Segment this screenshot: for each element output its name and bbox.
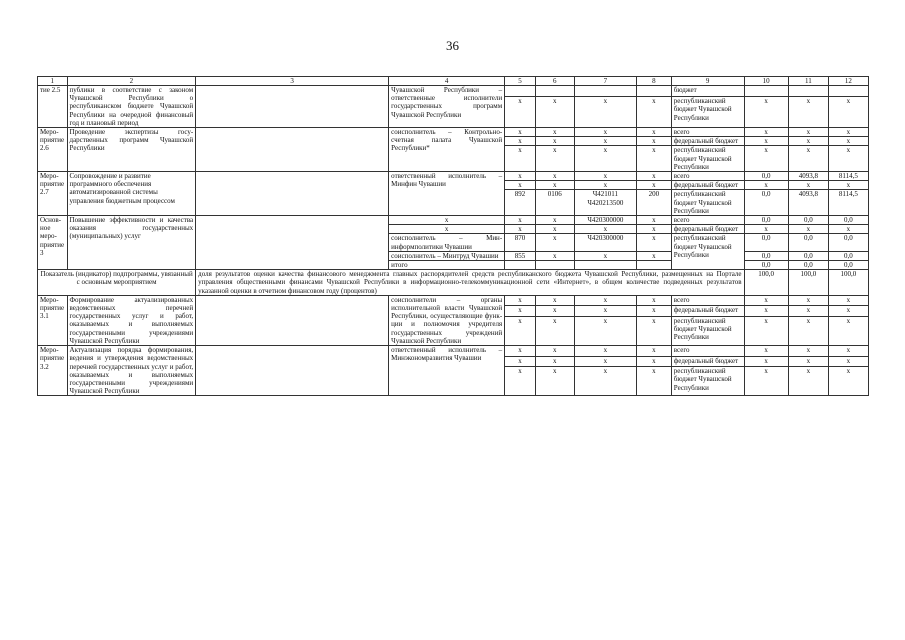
- amount: [828, 86, 868, 97]
- header-cell: 9: [671, 77, 744, 86]
- budget-code: Ч421011 Ч420213500: [574, 190, 636, 216]
- amount: x: [744, 128, 788, 137]
- amount: 0,0: [788, 234, 828, 251]
- amount: x: [744, 295, 788, 306]
- funding-source: всего: [671, 216, 744, 225]
- budget-code: x: [574, 146, 636, 172]
- budget-code: x: [636, 251, 671, 260]
- table-row: [38, 172, 869, 181]
- amount: x: [828, 181, 868, 190]
- amount: x: [788, 97, 828, 128]
- item-executor: ответственный исполнитель – Минэкономразвития Чувашии: [389, 346, 505, 396]
- amount: x: [828, 306, 868, 317]
- indicator-value: 100,0: [788, 270, 828, 296]
- item-title: Актуализация порядка формирования, ведения и утверждения ведомственных перечней государственных услуг и работ, оказываемых и выполняемых государственными учреждениями Чувашской Республики: [67, 346, 196, 396]
- budget-code: x: [505, 137, 536, 146]
- table-row: [38, 216, 869, 225]
- indicator-value: 100,0: [744, 270, 788, 296]
- amount: x: [788, 346, 828, 357]
- budget-code: x: [535, 225, 574, 234]
- amount: 4093,8: [788, 172, 828, 181]
- budget-code: x: [636, 172, 671, 181]
- budget-code: 870: [505, 234, 536, 251]
- budget-code: x: [505, 172, 536, 181]
- budget-code: x: [636, 295, 671, 306]
- amount: 0,0: [744, 251, 788, 260]
- funding-source: бюджет: [671, 86, 744, 97]
- amount: 0,0: [788, 261, 828, 270]
- page-number: 36: [446, 38, 459, 53]
- item-code: Основное мероприятие 3: [38, 216, 68, 270]
- budget-code: x: [574, 316, 636, 345]
- amount: x: [828, 346, 868, 357]
- amount: 0,0: [744, 234, 788, 251]
- budget-code: [636, 86, 671, 97]
- amount: 0,0: [828, 234, 868, 251]
- amount: 0,0: [744, 172, 788, 181]
- budget-code: 855: [505, 251, 536, 260]
- budget-code: x: [636, 306, 671, 317]
- budget-code: x: [505, 295, 536, 306]
- budget-code: x: [535, 251, 574, 260]
- budget-code: x: [636, 137, 671, 146]
- budget-code: [535, 86, 574, 97]
- budget-code: x: [636, 234, 671, 251]
- header-cell: 11: [788, 77, 828, 86]
- header-cell: 2: [67, 77, 196, 86]
- indicator-text: доля результатов оценки качества финансового менеджмента главных распорядителей средств республиканского бюджета Чувашской Республики, размещенных на Портале управления общественными финансами Чувашской Республики в информационно-телекоммуникационной сети «Интернет», в общем количестве подведенных результатов указанной оценки в отчетном финансовом году (процентов): [196, 270, 744, 296]
- funding-source: федеральный бюджет: [671, 137, 744, 146]
- budget-code: [636, 261, 671, 270]
- budget-code: x: [535, 172, 574, 181]
- amount: 0,0: [828, 251, 868, 260]
- item-executor: x: [389, 216, 505, 225]
- budget-code: x: [535, 316, 574, 345]
- amount: x: [788, 295, 828, 306]
- amount: x: [788, 356, 828, 367]
- item-code: Мероприятие 3.1: [38, 295, 68, 345]
- funding-source: федеральный бюджет: [671, 181, 744, 190]
- budget-code: x: [505, 225, 536, 234]
- header-cell: 7: [574, 77, 636, 86]
- item-executor: ответственный исполнитель – Минфин Чувашии: [389, 172, 505, 216]
- header-row: [38, 77, 869, 86]
- amount: x: [788, 316, 828, 345]
- amount: 0,0: [788, 251, 828, 260]
- item-indicator: [196, 216, 389, 270]
- amount: x: [828, 146, 868, 172]
- budget-code: x: [535, 356, 574, 367]
- amount: 0,0: [744, 190, 788, 216]
- budget-code: x: [505, 316, 536, 345]
- amount: x: [744, 346, 788, 357]
- item-title: Проведение экспертизы государственных программ Чувашской Республики: [67, 128, 196, 172]
- amount: 0,0: [828, 261, 868, 270]
- amount: x: [744, 225, 788, 234]
- budget-code: x: [574, 295, 636, 306]
- budget-code: x: [535, 367, 574, 396]
- amount: 0,0: [744, 216, 788, 225]
- budget-code: x: [505, 128, 536, 137]
- budget-code: x: [636, 225, 671, 234]
- item-executor: соисполнитель – Контрольно-счетная палата Чувашской Республики*: [389, 128, 505, 172]
- budget-code: x: [535, 346, 574, 357]
- budget-code: x: [535, 146, 574, 172]
- budget-code: [505, 86, 536, 97]
- budget-code: x: [535, 137, 574, 146]
- funding-source: республиканский бюджет Чувашской Республики: [671, 367, 744, 396]
- item-title: публики в соответствие с законом Чувашской Республики о республиканском бюджете Чувашской Республики на очередной финансовый год и плановый период: [67, 86, 196, 128]
- amount: x: [788, 181, 828, 190]
- table-row: [38, 128, 869, 137]
- amount: [788, 86, 828, 97]
- budget-table: [37, 76, 869, 396]
- amount: x: [788, 225, 828, 234]
- indicator-row: [38, 270, 869, 296]
- budget-code: [574, 86, 636, 97]
- amount: 4093,8: [788, 190, 828, 216]
- budget-code: [505, 261, 536, 270]
- item-indicator: [196, 86, 389, 128]
- header-cell: 12: [828, 77, 868, 86]
- funding-source: республиканский бюджет Чувашской Республики: [671, 146, 744, 172]
- budget-code: x: [636, 367, 671, 396]
- item-code: тие 2.5: [38, 86, 68, 128]
- item-title: Сопровождение и развитие программного обеспечения автоматизированной системы управления бюджетным процессом: [67, 172, 196, 216]
- amount: x: [744, 356, 788, 367]
- item-code: Мероприятие 2.6: [38, 128, 68, 172]
- budget-code: Ч420300000: [574, 216, 636, 225]
- budget-code: x: [636, 181, 671, 190]
- budget-code: x: [535, 97, 574, 128]
- budget-code: x: [636, 316, 671, 345]
- budget-code: x: [574, 251, 636, 260]
- funding-source: всего: [671, 128, 744, 137]
- budget-code: Ч420300000: [574, 234, 636, 251]
- amount: [744, 86, 788, 97]
- header-cell: 1: [38, 77, 68, 86]
- budget-code: 892: [505, 190, 536, 216]
- amount: x: [828, 356, 868, 367]
- amount: 0,0: [788, 216, 828, 225]
- amount: x: [788, 146, 828, 172]
- item-indicator: [196, 346, 389, 396]
- amount: x: [744, 367, 788, 396]
- funding-source: всего: [671, 295, 744, 306]
- funding-source: республиканский бюджет Чувашской Республики: [671, 97, 744, 128]
- budget-code: x: [505, 306, 536, 317]
- budget-code: x: [505, 181, 536, 190]
- budget-code: x: [574, 225, 636, 234]
- indicator-value: 100,0: [828, 270, 868, 296]
- header-cell: 5: [505, 77, 536, 86]
- item-indicator: [196, 295, 389, 345]
- amount: x: [744, 97, 788, 128]
- budget-code: x: [636, 97, 671, 128]
- item-indicator: [196, 128, 389, 172]
- budget-code: x: [535, 181, 574, 190]
- budget-code: x: [535, 306, 574, 317]
- amount: x: [828, 225, 868, 234]
- header-cell: 10: [744, 77, 788, 86]
- budget-code: x: [636, 216, 671, 225]
- budget-code: x: [574, 128, 636, 137]
- item-code: Мероприятие 3.2: [38, 346, 68, 396]
- item-executor: Чувашской Республики – ответственные исполнители государственных программ Чувашской Республики: [389, 86, 505, 128]
- header-cell: 8: [636, 77, 671, 86]
- budget-code: [535, 261, 574, 270]
- amount: 0,0: [744, 261, 788, 270]
- amount: x: [744, 306, 788, 317]
- amount: x: [744, 316, 788, 345]
- funding-source: федеральный бюджет: [671, 356, 744, 367]
- funding-source: всего: [671, 346, 744, 357]
- funding-source: федеральный бюджет: [671, 306, 744, 317]
- budget-code: x: [505, 367, 536, 396]
- amount: x: [788, 306, 828, 317]
- item-executor: соисполнитель – Минтруд Чувашии: [389, 251, 505, 260]
- budget-code: x: [574, 356, 636, 367]
- budget-code: x: [505, 97, 536, 128]
- funding-source: республиканский бюджет Чувашской Республики: [671, 190, 744, 216]
- table-row: [38, 346, 869, 357]
- budget-code: 0106: [535, 190, 574, 216]
- item-indicator: [196, 172, 389, 216]
- budget-code: x: [535, 234, 574, 251]
- budget-code: x: [574, 367, 636, 396]
- budget-code: 200: [636, 190, 671, 216]
- item-code: Мероприятие 2.7: [38, 172, 68, 216]
- budget-code: x: [574, 137, 636, 146]
- item-executor: итого: [389, 261, 505, 270]
- budget-code: x: [535, 128, 574, 137]
- budget-code: x: [535, 216, 574, 225]
- header-cell: 4: [389, 77, 505, 86]
- item-title: Повышение эффективности и качества оказания государственных (муниципальных) услуг: [67, 216, 196, 270]
- budget-code: x: [574, 306, 636, 317]
- budget-code: x: [535, 295, 574, 306]
- amount: x: [788, 128, 828, 137]
- budget-code: x: [505, 356, 536, 367]
- funding-source: республиканский бюджет Чувашской Республики: [671, 234, 744, 270]
- header-cell: 3: [196, 77, 389, 86]
- funding-source: всего: [671, 172, 744, 181]
- indicator-label: Показатель (индикатор) подпрограммы, увязанный с основным мероприятием: [38, 270, 196, 296]
- amount: x: [744, 181, 788, 190]
- amount: x: [788, 367, 828, 396]
- amount: 0,0: [828, 216, 868, 225]
- budget-code: x: [505, 216, 536, 225]
- amount: x: [788, 137, 828, 146]
- budget-code: x: [574, 346, 636, 357]
- header-cell: 6: [535, 77, 574, 86]
- budget-code: x: [505, 146, 536, 172]
- item-executor: соисполнители – органы исполнительной власти Чувашской Республики, осуществляющие функции и полномочия учредителя государственных учреждений Чувашской Республики: [389, 295, 505, 345]
- item-executor: соисполнитель – Мининформполитики Чувашии: [389, 234, 505, 251]
- amount: x: [828, 128, 868, 137]
- budget-code: [574, 261, 636, 270]
- amount: x: [744, 137, 788, 146]
- amount: x: [828, 316, 868, 345]
- item-title: Формирование актуализированных ведомственных перечней государственных услуг и работ, оказываемых и выполняемых государственными учреждениями Чувашской Республики: [67, 295, 196, 345]
- table-row: [38, 295, 869, 306]
- amount: x: [828, 367, 868, 396]
- amount: x: [744, 146, 788, 172]
- budget-code: x: [636, 128, 671, 137]
- amount: 8114,5: [828, 190, 868, 216]
- budget-code: x: [636, 146, 671, 172]
- budget-code: x: [574, 172, 636, 181]
- budget-code: x: [574, 181, 636, 190]
- budget-code: x: [636, 346, 671, 357]
- budget-code: x: [505, 346, 536, 357]
- budget-code: x: [574, 97, 636, 128]
- budget-code: x: [636, 356, 671, 367]
- item-executor: x: [389, 225, 505, 234]
- funding-source: федеральный бюджет: [671, 225, 744, 234]
- funding-source: республиканский бюджет Чувашской Республики: [671, 316, 744, 345]
- amount: x: [828, 295, 868, 306]
- amount: x: [828, 137, 868, 146]
- amount: x: [828, 97, 868, 128]
- table-row: [38, 86, 869, 97]
- amount: 8114,5: [828, 172, 868, 181]
